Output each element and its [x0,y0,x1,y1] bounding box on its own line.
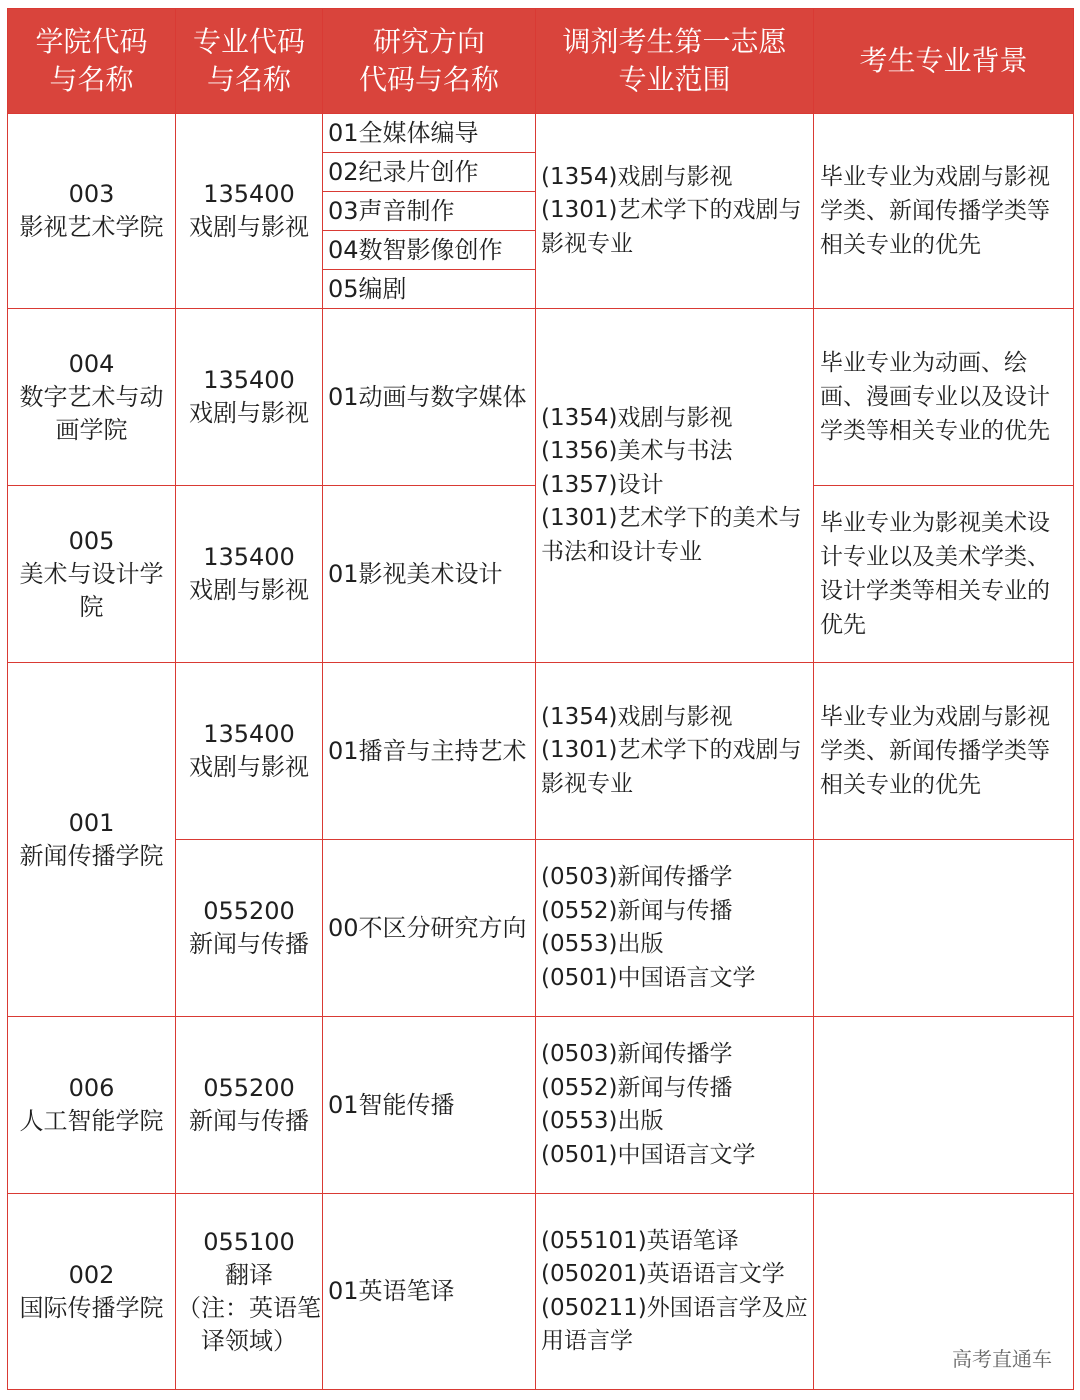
college-cell: 005 美术与设计学院 [8,486,176,663]
college-cell: 001 新闻传播学院 [8,663,176,1017]
admission-table [7,8,1074,1390]
direction-cell: 01播音与主持艺术 [323,663,536,840]
table-row [8,114,1074,153]
major-cell: 135400 戏剧与影视 [176,114,323,309]
direction-cell: 01影视美术设计 [323,486,536,663]
background-cell: 毕业专业为影视美术设计专业以及美术学类、设计学类等相关专业的优先 [814,486,1074,663]
major-cell: 135400 戏剧与影视 [176,486,323,663]
background-cell [814,840,1074,1017]
major-cell: 055100 翻译 （注：英语笔译领域） [176,1194,323,1390]
background-cell [814,1017,1074,1194]
background-cell: 毕业专业为戏剧与影视学类、新闻传播学类等相关专业的优先 [814,114,1074,309]
college-cell: 002 国际传播学院 [8,1194,176,1390]
background-cell: 毕业专业为戏剧与影视学类、新闻传播学类等相关专业的优先 [814,663,1074,840]
scope-cell: (0503)新闻传播学 (0552)新闻与传播 (0553)出版 (0501)中国语言文学 [536,1017,814,1194]
scope-cell: (1354)戏剧与影视 (1301)艺术学下的戏剧与影视专业 [536,114,814,309]
major-cell: 135400 戏剧与影视 [176,663,323,840]
major-cell: 055200 新闻与传播 [176,1017,323,1194]
table-header-row [8,9,1074,114]
direction-cell: 01全媒体编导 [323,114,536,153]
direction-cell: 01动画与数字媒体 [323,309,536,486]
scope-cell: (1354)戏剧与影视 (1356)美术与书法 (1357)设计 (1301)艺术学下的美术与书法和设计专业 [536,309,814,663]
header-scope: 调剂考生第一志愿 专业范围 [536,9,814,114]
table-row [8,663,1074,840]
direction-cell: 00不区分研究方向 [323,840,536,1017]
major-cell: 135400 戏剧与影视 [176,309,323,486]
watermark: 高考直通车 [952,1347,1052,1371]
table-row [8,1194,1074,1390]
table-row [8,1017,1074,1194]
scope-cell: (0503)新闻传播学 (0552)新闻与传播 (0553)出版 (0501)中国语言文学 [536,840,814,1017]
college-cell: 003 影视艺术学院 [8,114,176,309]
direction-cell: 01智能传播 [323,1017,536,1194]
direction-cell: 03声音制作 [323,192,536,231]
direction-cell: 01英语笔译 [323,1194,536,1390]
major-cell: 055200 新闻与传播 [176,840,323,1017]
header-college: 学院代码 与名称 [8,9,176,114]
direction-cell: 02纪录片创作 [323,153,536,192]
scope-cell: (1354)戏剧与影视 (1301)艺术学下的戏剧与影视专业 [536,663,814,840]
college-cell: 004 数字艺术与动画学院 [8,309,176,486]
header-major: 专业代码 与名称 [176,9,323,114]
direction-cell: 04数智影像创作 [323,231,536,270]
direction-cell: 05编剧 [323,270,536,309]
college-cell: 006 人工智能学院 [8,1017,176,1194]
background-cell: 毕业专业为动画、绘画、漫画专业以及设计学类等相关专业的优先 [814,309,1074,486]
header-background: 考生专业背景 [814,9,1074,114]
header-direction: 研究方向 代码与名称 [323,9,536,114]
table-row [8,309,1074,486]
scope-cell: (055101)英语笔译 (050201)英语语言文学 (050211)外国语言学及应用语言学 [536,1194,814,1390]
